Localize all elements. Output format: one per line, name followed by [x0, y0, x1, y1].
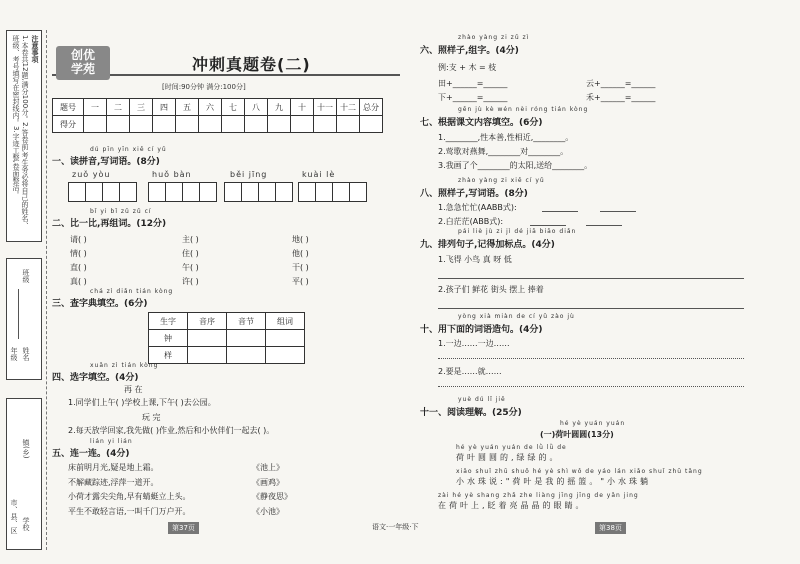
score-cell[interactable]	[291, 116, 314, 133]
s1-answer-grid[interactable]	[224, 182, 292, 202]
notice-text: 1.本卷共12题,满分100分。2.答卷前,考生务必将自己的姓名、班级、考号填写在密封线内。3.字迹工整,卷面整洁。	[12, 35, 29, 230]
s4-q1[interactable]: 1.同学们上午( )学校上课,下午( )去公园。	[68, 398, 216, 407]
score-row-label: 得分	[53, 116, 84, 133]
s7-pinyin: gēn jù kè wén nèi róng tián kòng	[458, 106, 589, 113]
score-col: 五	[176, 99, 199, 116]
school-label: 学校	[22, 517, 30, 531]
student-info-box	[6, 258, 42, 380]
score-col: 十二	[337, 99, 360, 116]
score-col: 四	[153, 99, 176, 116]
s8-q2: 2.白茫茫(ABB式):	[438, 217, 504, 226]
score-cell[interactable]	[222, 116, 245, 133]
score-cell[interactable]	[337, 116, 360, 133]
grade-label: 年级	[10, 347, 18, 361]
s8-q1: 1.急急忙忙(AABB式):	[438, 203, 517, 212]
s1-word-py: běi jīng	[230, 170, 268, 179]
s11-p-py1: hé yè yuán yuán de lǜ lǜ de	[456, 444, 567, 451]
binding-sidebar	[6, 30, 46, 550]
s10-answer-line[interactable]	[438, 386, 744, 387]
score-col: 三	[130, 99, 153, 116]
s8-pinyin: zhào yàng zi xiě cí yǔ	[458, 177, 545, 184]
s8-title: 八、照样子,写词语。(8分)	[420, 189, 528, 199]
s6-pinyin: zhào yàng zi zǔ zì	[458, 34, 530, 41]
s11-pinyin: yuè dú lǐ jiě	[458, 396, 506, 403]
s2-col3[interactable]: 地( ) 他( ) 干( ) 平( )	[292, 235, 309, 286]
s7-title: 七、根据课文内容填空。(6分)	[420, 118, 543, 128]
s6-item[interactable]: 禾+______=______	[586, 93, 656, 102]
s2-pinyin: bǐ yi bǐ zǔ zǔ cí	[90, 208, 152, 215]
s9-q1: 1.飞得 小鸟 真 呀 低	[438, 255, 512, 264]
score-cell[interactable]	[176, 116, 199, 133]
s4-title: 四、选字填空。(4分)	[52, 373, 139, 383]
s2-title: 二、比一比,再组词。(12分)	[52, 219, 167, 229]
s8-answer-line[interactable]	[530, 225, 566, 226]
s2-col2[interactable]: 主( ) 住( ) 午( ) 许( )	[182, 235, 199, 286]
s9-answer-line[interactable]	[438, 308, 744, 309]
score-col: 总分	[360, 99, 383, 116]
s1-answer-grid[interactable]	[68, 182, 136, 202]
right-page-number: 第38页	[595, 522, 626, 534]
s1-word-py: huǒ bàn	[152, 170, 192, 179]
score-cell[interactable]	[199, 116, 222, 133]
s5-title: 五、连一连。(4分)	[52, 449, 130, 459]
s11-p-py3: zài hé yè shang zhǎ zhe liàng jīng jīng de yǎn jing	[438, 492, 639, 499]
s9-pinyin: pái liè jù zi jì dé jiā biāo diǎn	[458, 228, 577, 235]
s8-answer-line[interactable]	[542, 211, 578, 212]
score-cell[interactable]	[268, 116, 291, 133]
s8-answer-line[interactable]	[600, 211, 636, 212]
s3-dict-table: 生字 音序 音节 组词 钟 样	[148, 312, 305, 364]
score-table	[52, 98, 383, 133]
name-label: 姓名	[22, 347, 30, 361]
s2-col1[interactable]: 请( ) 情( ) 直( ) 真( )	[70, 235, 87, 286]
score-col: 十一	[314, 99, 337, 116]
score-cell[interactable]	[314, 116, 337, 133]
score-col: 六	[199, 99, 222, 116]
s8-answer-line[interactable]	[586, 225, 622, 226]
s6-item[interactable]: 云+______=______	[586, 79, 656, 88]
township-label: 镇(乡)	[22, 439, 30, 459]
school-info-box	[6, 398, 42, 550]
s5-lines[interactable]: 床前明月光,疑是地上霜。 不解藏踪迹,浮萍一道开。 小荷才露尖尖角,早有蜻蜓立上头。 平生不敢轻言语,一叫千门万户开。	[68, 463, 191, 516]
s5-poems[interactable]: 《池上》 《画鸡》 《静夜思》 《小池》	[252, 463, 292, 516]
s1-answer-grid[interactable]	[148, 182, 216, 202]
s10-pinyin: yòng xià miàn de cí yǔ zào jù	[458, 313, 575, 320]
s1-answer-grid[interactable]	[298, 182, 366, 202]
exam-meta: [时间:90分钟 满分:100分]	[162, 83, 246, 91]
footer-subject: 语文·一年级·下	[372, 523, 419, 531]
class-label: 班级	[22, 269, 30, 283]
s4-choice1: 再 在	[124, 385, 143, 394]
s10-q2: 2.要是……就……	[438, 367, 502, 376]
score-col: 十	[291, 99, 314, 116]
s4-pinyin: xuǎn zì tián kòng	[90, 362, 159, 369]
s7-q3[interactable]: 3.我画了个________的太阳,送给________。	[438, 161, 593, 170]
score-cell[interactable]	[84, 116, 107, 133]
notice-label: 注意事项	[31, 35, 39, 63]
score-col: 七	[222, 99, 245, 116]
s6-item[interactable]: 田+______=______	[438, 79, 508, 88]
score-col: 九	[268, 99, 291, 116]
right-page	[420, 34, 760, 540]
s1-pinyin: dú pīn yīn xiě cí yǔ	[90, 146, 167, 153]
s11-p-py2: xiǎo shuǐ zhū shuō hé yè shì wǒ de yáo lán xiǎo shuǐ zhū tǎng	[456, 468, 703, 475]
score-cell[interactable]	[130, 116, 153, 133]
name-line[interactable]	[18, 289, 19, 339]
score-cell[interactable]	[245, 116, 268, 133]
title-bar	[52, 46, 400, 76]
s6-item[interactable]: 下+______=______	[438, 93, 508, 102]
score-col: 二	[107, 99, 130, 116]
score-cell[interactable]	[107, 116, 130, 133]
s6-example: 例:支 + 木 = 枝	[438, 63, 497, 72]
score-cell[interactable]	[153, 116, 176, 133]
s5-pinyin: lián yi lián	[90, 438, 133, 445]
brand-logo: 创优 学苑	[56, 46, 110, 80]
s11-sub-pinyin: hé yè yuán yuán	[560, 420, 626, 427]
cut-line	[46, 30, 47, 550]
s11-title: 十一、阅读理解。(25分)	[420, 408, 522, 418]
s11-sub-title: (一)荷叶圆圆(13分)	[540, 430, 614, 439]
s3-pinyin: chá zì diǎn tián kòng	[90, 288, 174, 295]
s11-p-line1: 荷叶圆圆的,绿绿的。	[456, 453, 561, 462]
score-col: 八	[245, 99, 268, 116]
s6-title: 六、照样子,组字。(4分)	[420, 46, 519, 56]
s10-answer-line[interactable]	[438, 358, 744, 359]
s7-q2[interactable]: 2.莺歌对燕舞,________对________。	[438, 147, 569, 156]
left-page-number: 第37页	[168, 522, 199, 534]
s11-p-line2: 小水珠说:"荷叶是我的摇篮。"小水珠躺	[456, 477, 652, 486]
s4-q2[interactable]: 2.每天放学回家,我先做( )作业,然后和小伙伴们一起去( )。	[68, 426, 275, 435]
s1-word-py: kuài lè	[302, 170, 336, 179]
score-row-label: 题号	[53, 99, 84, 116]
s10-q1: 1.一边……一边……	[438, 339, 510, 348]
left-page	[52, 40, 400, 540]
score-cell[interactable]	[360, 116, 383, 133]
s9-answer-line[interactable]	[438, 278, 744, 279]
notice-box	[6, 30, 42, 242]
s10-title: 十、用下面的词语造句。(4分)	[420, 325, 543, 335]
s11-p-line3: 在荷叶上,眨着亮晶晶的眼睛。	[438, 501, 587, 510]
s9-q2: 2.孩子们 鲜花 街头 摆上 捧着	[438, 285, 544, 294]
s1-word-py: zuǒ yòu	[72, 170, 111, 179]
s9-title: 九、排列句子,记得加标点。(4分)	[420, 240, 555, 250]
s3-title: 三、查字典填空。(6分)	[52, 299, 148, 309]
s4-choice2: 玩 完	[142, 413, 161, 422]
s7-q1[interactable]: 1.________,性本善,性相近,________。	[438, 133, 574, 142]
district-label: 市、县、区	[10, 499, 18, 534]
page-title: 冲刺真题卷(二)	[192, 55, 311, 74]
score-col: 一	[84, 99, 107, 116]
s1-title: 一、读拼音,写词语。(8分)	[52, 157, 160, 167]
